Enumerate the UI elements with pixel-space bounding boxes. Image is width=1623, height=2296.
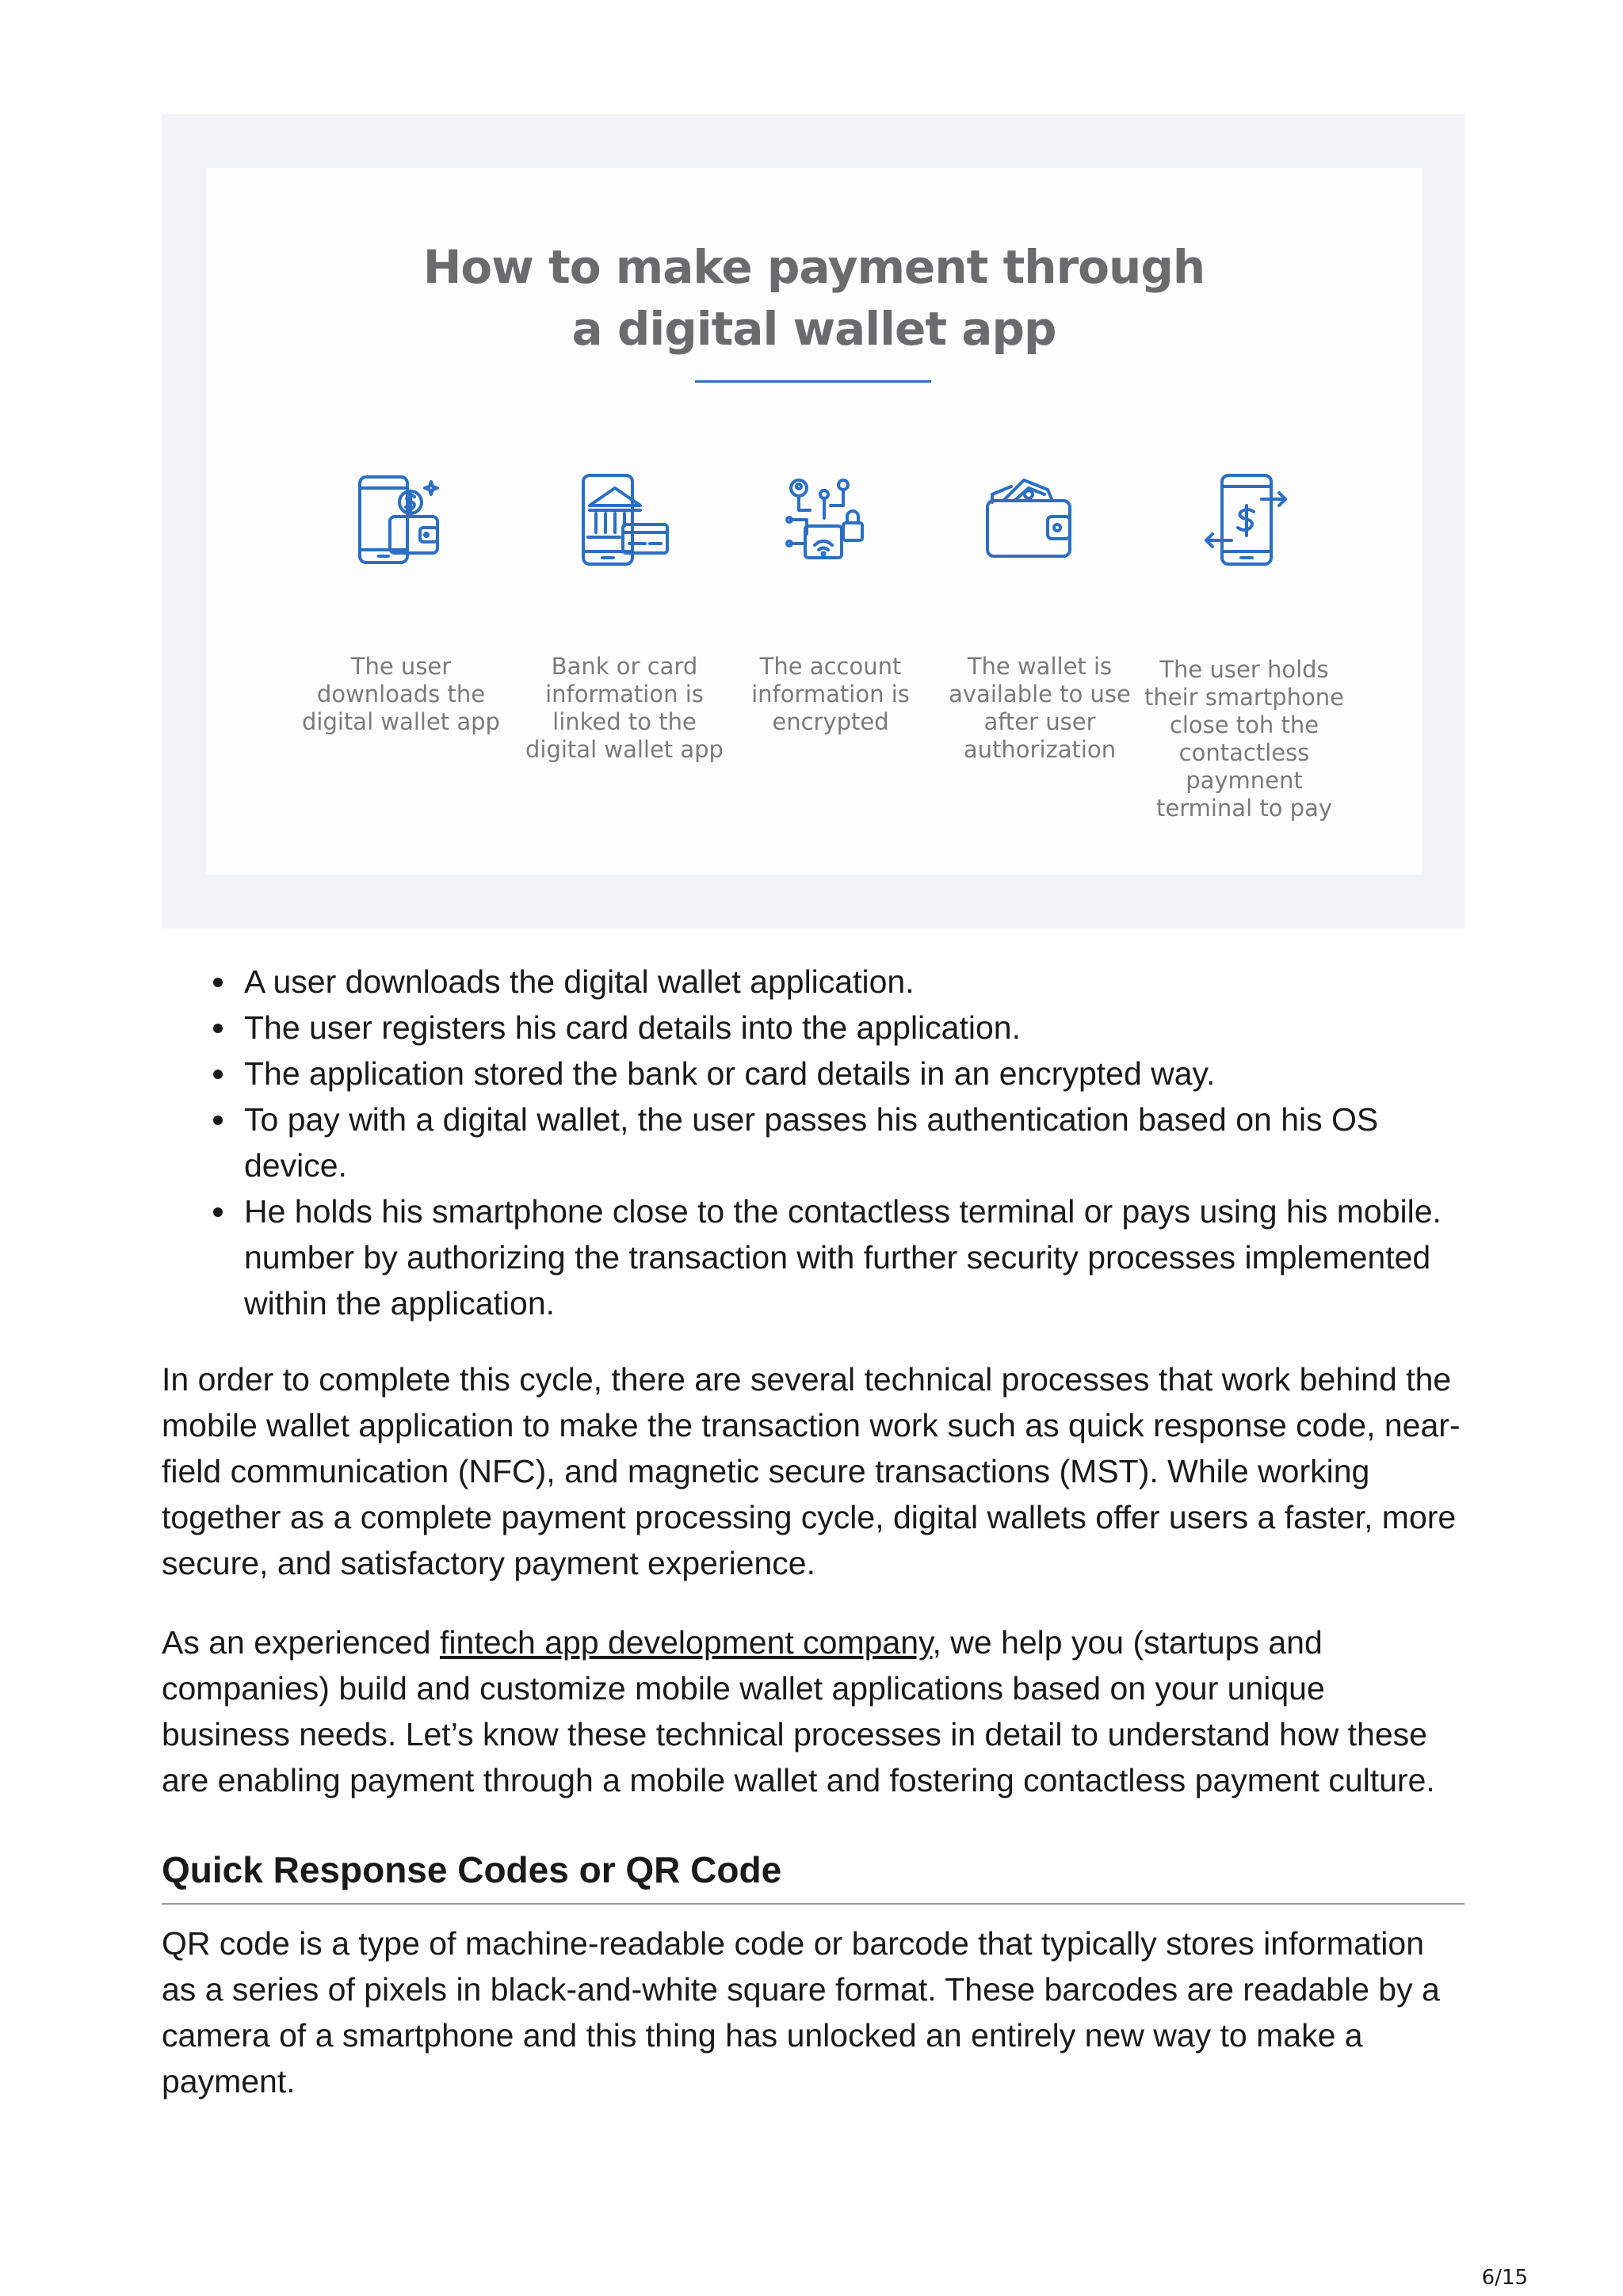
- paragraph-technical-processes: In order to complete this cycle, there are several technical processes that work behind the mobile wallet application to make the transaction work such as quick response code, near-field communication (NFC), and magnetic secure transactions (MST). While working together as a complete payment processing cycle, digital wallets offer users a faster, more secure, and satisfactory payment experience.: [162, 1361, 1461, 1581]
- step-encrypt-label: The account information is encrypted: [751, 653, 910, 735]
- list-item: The application stored the bank or card details in an encrypted way.: [216, 1051, 1468, 1097]
- step-contactless-pay-label: The user holds their smartphone close toh the contactless paymnent terminal to pay: [1144, 656, 1344, 822]
- section-heading-qr-code: Quick Response Codes or QR Code: [162, 1846, 1465, 1905]
- step-authorize-label: The wallet is available to use after user authorization: [949, 653, 1131, 763]
- infographic-title-line2: a digital wallet app: [571, 302, 1056, 356]
- list-item: He holds his smartphone close to the contactless terminal or pays using his mobile. number by authorizing the transaction with further security processes implemented within the application.: [216, 1188, 1460, 1326]
- infographic-figure: [162, 114, 1465, 929]
- infographic-card: [206, 168, 1422, 875]
- paragraph-fintech-company: [162, 1619, 1461, 1803]
- payment-steps: [206, 168, 1422, 875]
- list-item: To pay with a digital wallet, the user passes his authentication based on his OS device.: [216, 1097, 1444, 1188]
- step-link-bank-label: Bank or card information is linked to the digital wallet app: [525, 653, 724, 763]
- list-item: A user downloads the digital wallet application.: [216, 959, 1468, 1005]
- paragraph-text: , we help you (startups and companies) build and customize mobile wallet applications based on your unique business needs. Let’s know these technical processes in detail to understand how these are enabling payment through a mobile wallet and fostering contactless payment culture.: [162, 1624, 1435, 1798]
- list-item: The user registers his card details into the application.: [216, 1005, 1468, 1051]
- paragraph-text: As an experienced: [162, 1624, 441, 1661]
- encryption-circuit-icon: [775, 471, 878, 574]
- phone-transfer-icon: [1195, 471, 1298, 574]
- step-download-app-label: The user downloads the digital wallet app: [302, 653, 500, 735]
- paragraph-qr-code: QR code is a type of machine-readable code or barcode that typically stores information as a series of pixels in black-and-white square format. These barcodes are readable by a camera of a smartphone and this thing has unlocked an entirely new way to make a payment.: [162, 1925, 1440, 2100]
- process-bullet-list: [216, 959, 1468, 1326]
- bank-phone-icon: [574, 471, 677, 574]
- fintech-app-development-link[interactable]: fintech app development company: [440, 1624, 933, 1661]
- wallet-icon: [980, 471, 1083, 574]
- phone-wallet-icon: [349, 471, 452, 574]
- infographic-title-line1: How to make payment through: [422, 240, 1205, 294]
- page-number: 6/15: [1481, 2266, 1528, 2290]
